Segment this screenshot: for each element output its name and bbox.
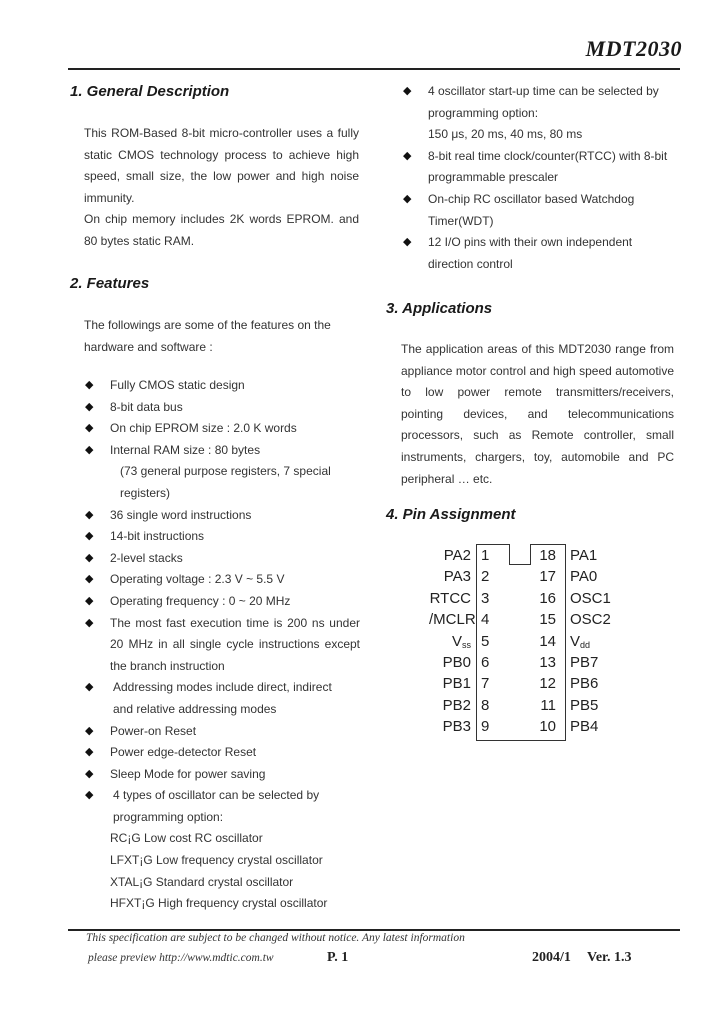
diamond-bullet-icon: ◆ [403, 149, 412, 162]
pin-right-name: PB4 [570, 718, 599, 736]
diamond-bullet-icon: ◆ [85, 616, 94, 629]
pin-right-name: OSC1 [570, 589, 611, 607]
list-item: ◆ On chip EPROM size : 2.0 K words [85, 418, 360, 440]
list-item-continuation: (73 general purpose registers, 7 special registers) [120, 464, 331, 500]
pin-right-name: OSC2 [570, 611, 611, 629]
diamond-bullet-icon: ◆ [85, 530, 94, 543]
list-item: ◆ Internal RAM size : 80 bytes [85, 440, 360, 462]
pin-right-name: PA1 [570, 547, 598, 564]
diamond-bullet-icon: ◆ [85, 594, 94, 607]
page-number: P. 1 [327, 950, 349, 965]
list-item: ◆ On-chip RC oscillator based Watchdog Timer(WDT) [403, 189, 643, 232]
list-item: ◆ Power edge-detector Reset [85, 742, 360, 764]
pin-left-name: PA2 [443, 547, 471, 564]
oscillator-type: HFXT¡G High frequency crystal oscillator [110, 896, 328, 911]
list-item: ◆ 36 single word instructions [85, 505, 360, 527]
diamond-bullet-icon: ◆ [85, 767, 94, 780]
document-date: 2004/1 [532, 950, 571, 965]
list-item: ◆ Operating voltage : 2.3 V ~ 5.5 V [85, 569, 360, 591]
diamond-bullet-icon: ◆ [85, 400, 94, 413]
pin-left-number: 7 [481, 675, 490, 693]
diamond-bullet-icon: ◆ [85, 746, 94, 759]
diamond-bullet-icon: ◆ [403, 85, 412, 97]
pin-left-number: 3 [481, 589, 490, 607]
oscillator-type: XTAL¡G Standard crystal oscillator [110, 874, 294, 889]
pin-left-number: 9 [481, 718, 490, 736]
pin-left-name: PB1 [442, 675, 471, 693]
list-item: ◆ Operating frequency : 0 ~ 20 MHz [85, 591, 360, 613]
pin-left-number: 2 [481, 568, 490, 586]
general-paragraph-2: On chip memory includes 2K words EPROM. and 80 bytes static RAM. [84, 212, 359, 248]
section-title-general: 1. General Description [70, 83, 230, 100]
footer-notice-line-2: please preview http://www.mdtic.com.tw [88, 952, 274, 964]
diamond-bullet-icon: ◆ [85, 573, 94, 586]
general-paragraph-1: This ROM-Based 8-bit micro-controller uses a fully static CMOS technology process to achieve high speed, small size, the low power and high noise immunity. [84, 126, 359, 205]
pin-left-name: PB0 [442, 654, 471, 671]
diamond-bullet-icon: ◆ [85, 443, 94, 456]
pin-left-number: 6 [481, 654, 490, 671]
list-item: ◆ 4 types of oscillator can be selected by programming option: [85, 785, 328, 828]
footer-rule [68, 929, 680, 931]
list-item: ◆ Addressing modes include direct, indirect and relative addressing modes [85, 677, 353, 720]
pin-right-name: PB7 [570, 654, 599, 671]
pin-right-number: 16 [539, 589, 556, 607]
list-item: ◆ The most fast execution time is 200 ns under 20 MHz in all single cycle instructions except the branch instruction [85, 613, 360, 678]
list-item: ◆ 8-bit data bus [85, 397, 360, 419]
section-title-pin-assignment: 4. Pin Assignment [386, 506, 516, 523]
pin-right-name: $V_{dd}$ [570, 632, 591, 650]
list-item: ◆ Power-on Reset [85, 721, 360, 743]
list-item: ◆ 2-level stacks [85, 548, 360, 570]
features-intro: The followings are some of the features on the hardware and software : [84, 318, 331, 354]
pin-left-name: RTCC [429, 589, 471, 607]
pin-right-number: 12 [539, 675, 556, 693]
part-number: MDT2030 [585, 36, 682, 61]
list-item: ◆ 4 oscillator start-up time can be selected by programming option: [403, 81, 668, 124]
section-title-features: 2. Features [70, 275, 150, 292]
list-item: ◆ 8-bit real time clock/counter(RTCC) with 8-bit programmable prescaler [403, 146, 673, 189]
pin-left-name-subscript: ss [462, 639, 471, 650]
pin-right-number: 10 [539, 718, 556, 736]
list-item: ◆ Fully CMOS static design [85, 375, 360, 397]
pin-right-number: 11 [540, 696, 556, 714]
pin-left-name: /MCLR [429, 611, 476, 629]
diamond-bullet-icon: ◆ [85, 422, 94, 435]
pin-right-number: 18 [539, 547, 556, 564]
list-item-continuation: 150 μs, 20 ms, 40 ms, 80 ms [428, 127, 583, 142]
pin-right-name: PB5 [570, 696, 599, 714]
oscillator-type: LFXT¡G Low frequency crystal oscillator [110, 853, 323, 868]
applications-text: The application areas of this MDT2030 range from appliance motor control and high speed automotive to low power remote transmitters/receivers, pointing devices, and telecommunications processors, such as Remote controller, small instruments, chargers, toy, automobile and PC peripheral … etc. [401, 342, 674, 486]
pin-left-number: 1 [481, 547, 490, 564]
footer-notice-line-1: This specification are subject to be changed without notice. Any latest information [86, 932, 465, 944]
section-title-applications: 3. Applications [386, 300, 493, 317]
oscillator-type: RC¡G Low cost RC oscillator [110, 831, 263, 846]
pin-right-name: PA0 [570, 568, 598, 586]
list-item: ◆ 14-bit instructions [85, 526, 360, 548]
pin-left-number: 5 [481, 632, 490, 650]
diamond-bullet-icon: ◆ [403, 192, 412, 205]
pin-left-name: PA3 [443, 568, 471, 586]
diamond-bullet-icon: ◆ [85, 551, 94, 564]
diamond-bullet-icon: ◆ [403, 236, 412, 249]
diamond-bullet-icon: ◆ [85, 724, 94, 737]
pin-right-name-subscript: dd [580, 639, 591, 650]
pin-left-number: 4 [481, 611, 490, 629]
pin-left-name: $V_{ss}$ [451, 632, 471, 650]
pin-left-number: 8 [481, 696, 490, 714]
pin-right-name: PB6 [570, 675, 599, 693]
pin-right-number: 13 [539, 654, 556, 671]
pin-left-name: PB3 [442, 718, 471, 736]
pin-right-number: 17 [539, 568, 556, 586]
pin-left-name: PB2 [442, 696, 471, 714]
diamond-bullet-icon: ◆ [85, 681, 94, 694]
pin-right-number: 15 [539, 611, 556, 629]
list-item: ◆ 12 I/O pins with their own independent direction control [403, 232, 638, 275]
diamond-bullet-icon: ◆ [85, 379, 94, 391]
diamond-bullet-icon: ◆ [85, 508, 94, 521]
document-version: Ver. 1.3 [587, 950, 632, 965]
list-item: ◆ Sleep Mode for power saving [85, 764, 360, 786]
pin-right-number: 14 [539, 632, 556, 650]
diamond-bullet-icon: ◆ [85, 789, 94, 802]
